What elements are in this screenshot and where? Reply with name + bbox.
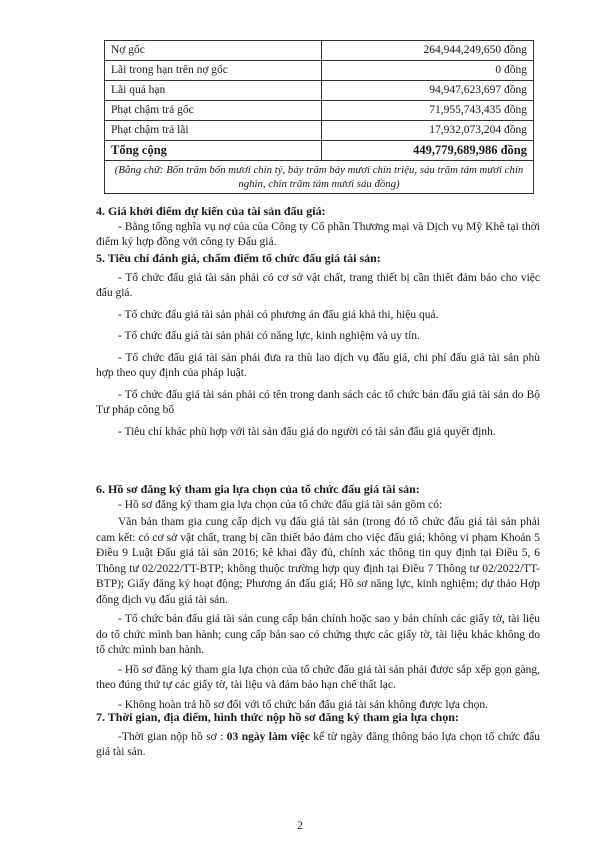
- row-label: Phạt chậm trả lãi: [105, 121, 322, 141]
- section-7: [96, 710, 540, 761]
- row-amount: 17,932,073,204 đồng: [321, 121, 533, 141]
- submission-time-rest: kể từ ngày đăng thông báo lựa chọn tổ chức đấu giá tài sản.: [96, 730, 541, 758]
- section-7-heading: 7. Thời gian, địa điểm, hình thức nộp hồ sơ đăng ký tham gia lựa chọn:: [96, 710, 459, 724]
- criteria-item: - Tổ chức đấu giá tài sản phải có năng lực, kinh nghiệm và uy tín.: [118, 330, 420, 342]
- criteria-item: - Tiêu chí khác phù hợp với tài sản đấu giá do người có tài sản đấu giá quyết định.: [118, 425, 496, 438]
- table-row: [105, 61, 534, 81]
- table-row: [105, 121, 534, 141]
- dossier-item: - Hồ sơ đăng ký tham gia lựa chọn của tổ chức đấu giá tài sản phải được sắp xếp gọn gàng, theo đúng thứ tự các giấy tờ, tài liệu và đảm bảo hạn chế thất lạc.: [96, 663, 540, 691]
- row-label: Lãi trong hạn trên nợ gốc: [105, 61, 322, 81]
- table-row: [105, 101, 534, 121]
- table-note-row: [105, 161, 534, 194]
- amount-in-words: (Bằng chữ: Bốn trăm bốn mươi chín tỷ, bảy trăm bảy mươi chín triệu, sáu trăm tám mươi chín nghìn, chín trăm tám mươi sáu đồng): [105, 161, 534, 194]
- dossier-item: Văn bản tham gia cung cấp dịch vụ đấu giá tài sản (trong đó tổ chức đấu giá tài sản phải cam kết: có cơ sở vật chất, trang bị cần thiết bảo đảm cho việc đấu giá; không vi phạm Khoản 5 Điều 9 Luật Đấu giá tài sản 2016; kê khai đầy đủ, chính xác thông tin quy định tại Điều 5, 6 Thông tư 02/2022/TT-BTP; không thuộc trường hợp quy định tại Điều 7 Thông tư 02/2022/TT-BTP); Giấy đăng ký hoạt động; Phương án đấu giá; Hồ sơ năng lực, kinh nghiệm; dự thảo Hợp đồng dịch vụ đấu giá tài sản.: [96, 516, 540, 606]
- section-6: [96, 482, 540, 713]
- total-amount: 449,779,689,986 đồng: [321, 141, 533, 161]
- section-4: [96, 204, 540, 251]
- submission-time: [96, 730, 540, 761]
- row-label: Lãi quá hạn: [105, 81, 322, 101]
- total-label: Tổng cộng: [105, 141, 322, 161]
- page-number: 2: [297, 818, 303, 832]
- criteria-item: - Tổ chức đấu giá tài sản phải đưa ra thù lao dịch vụ đấu giá, chi phí đấu giá tài sản phù hợp theo quy định của pháp luật.: [96, 351, 540, 379]
- table-total-row: [105, 141, 534, 161]
- row-amount: 0 đồng: [321, 61, 533, 81]
- section-4-heading: 4. Giá khởi điểm dự kiến của tài sản đấu giá:: [96, 204, 326, 218]
- section-4-paragraph: - Bằng tổng nghĩa vụ nợ của của Công ty Cổ phần Thương mại và Dịch vụ Mỹ Khê tại thời điểm ký hợp đồng với công ty Đấu giá.: [96, 220, 540, 248]
- row-label: Phạt chậm trả gốc: [105, 101, 322, 121]
- section-6-heading: 6. Hồ sơ đăng ký tham gia lựa chọn của tổ chức đấu giá tài sản:: [96, 482, 420, 496]
- dossier-item: - Tổ chức bán đấu giá tài sản cung cấp bản chính hoặc sao y bản chính các giấy tờ, tài liệu do tổ chức mình ban hành; cung cấp bản sao có chứng thực các giấy tờ, tài liệu khác không do tổ chức mình ban hành.: [96, 613, 540, 656]
- section-5-heading: 5. Tiêu chí đánh giá, chấm điểm tổ chức đấu giá tài sản:: [96, 251, 381, 265]
- section-5: [96, 251, 540, 440]
- debt-table: [104, 40, 534, 194]
- row-amount: 94,947,623,697 đồng: [321, 81, 533, 101]
- row-label: Nợ gốc: [105, 41, 322, 61]
- criteria-item: - Tổ chức đấu giá tài sản phải có cơ sở vật chất, trang thiết bị cần thiết đảm bảo cho việc đấu giá.: [96, 271, 540, 299]
- criteria-item: - Tổ chức đấu giá tài sản phải có phương án đấu giá khả thi, hiệu quả.: [118, 308, 439, 321]
- row-amount: 264,944,249,650 đồng: [321, 41, 533, 61]
- dossier-item: - Không hoàn trả hồ sơ đối với tổ chức bán đấu giá tài sản không được lựa chọn.: [118, 698, 489, 711]
- table-row: [105, 81, 534, 101]
- criteria-item: - Tổ chức đấu giá tài sản phải có tên trong danh sách các tổ chức bán đấu giá tài sản do Bộ Tư pháp công bố: [96, 388, 540, 416]
- submission-days: 03 ngày làm việc: [226, 730, 310, 743]
- submission-time-prefix: -Thời gian nộp hồ sơ :: [118, 730, 227, 743]
- dossier-item: - Hồ sơ đăng ký tham gia lựa chọn của tổ chức đấu giá tài sản gồm có:: [118, 498, 443, 511]
- table-row: [105, 41, 534, 61]
- row-amount: 71,955,743,435 đồng: [321, 101, 533, 121]
